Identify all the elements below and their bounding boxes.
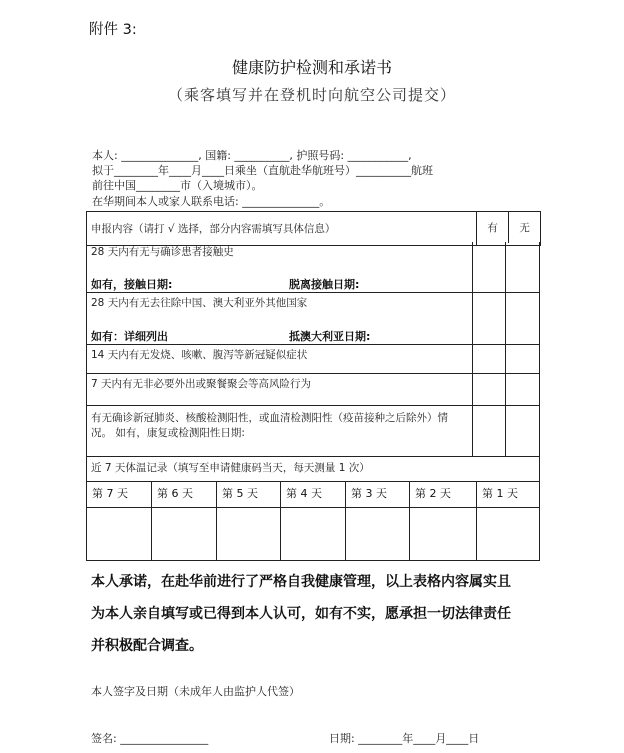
header-content: 申报内容（请打 √ 选择，部分内容需填写具体信息） — [87, 212, 477, 246]
checkbox-no[interactable] — [506, 374, 539, 405]
info-line-flight: 拟于________年____月____日乘坐（直航赴华航班号）__________航班 — [92, 164, 433, 177]
checkbox-yes[interactable] — [473, 374, 506, 405]
day-5-temp-cell[interactable] — [217, 508, 281, 560]
day-4-temp-cell[interactable] — [281, 508, 346, 560]
declaration-rows — [86, 242, 540, 561]
contact-date-label: 如有，接触日期: — [91, 278, 173, 291]
header-yes-no — [477, 212, 541, 246]
declaration-row-diagnosis — [86, 406, 540, 457]
checkbox-yes[interactable] — [473, 406, 506, 456]
checkbox-no[interactable] — [506, 293, 539, 344]
travel-detail-label: 如有：详细列出 — [91, 330, 168, 343]
signature-date-field[interactable]: 日期: ________年____月____日 — [329, 732, 480, 745]
day-1-label: 第 1 天 — [482, 487, 518, 500]
pledge-line-2: 为本人亲自填写或已得到本人认可，如有不实，愿承担一切法律责任 — [91, 606, 511, 622]
row-text: 14 天内有无发烧、咳嗽、腹泻等新冠疑似症状 — [91, 349, 308, 361]
declaration-row-contact — [86, 242, 540, 293]
document-subtitle: （乘客填写并在登机时向航空公司提交） — [167, 86, 456, 104]
day-2-label: 第 2 天 — [410, 482, 477, 507]
document-title: 健康防护检测和承诺书 — [231, 58, 392, 77]
declaration-row-travel — [86, 293, 540, 345]
header-no: 无 — [519, 222, 530, 234]
day-7-label: 第 7 天 — [87, 482, 152, 507]
info-line-phone: 在华期间本人或家人联系电话: ______________。 — [92, 195, 331, 208]
info-line-name: 本人: ______________, 国籍: __________, 护照号码: ___________, — [92, 149, 412, 162]
day-7-temp-cell[interactable] — [87, 508, 152, 560]
attachment-label: 附件 3: — [89, 22, 137, 38]
checkbox-no[interactable] — [506, 406, 539, 456]
row-text: 有无确诊新冠肺炎、核酸检测阳性，或血清检测阳性（疫苗接种之后除外）情况。 如有，康复或检测阳性日期: — [91, 412, 448, 439]
day-6-label: 第 6 天 — [152, 482, 217, 507]
day-5-label: 第 5 天 — [217, 482, 281, 507]
signature-name-field[interactable]: 签名: ________________ — [91, 732, 209, 745]
day-4-label: 第 4 天 — [281, 482, 346, 507]
table-header-row — [87, 212, 541, 246]
health-declaration-table — [86, 211, 541, 246]
header-yes: 有 — [477, 212, 509, 243]
declaration-row-risk — [86, 374, 540, 406]
arrival-date-label: 抵澳大利亚日期: — [289, 330, 371, 343]
day-6-temp-cell[interactable] — [152, 508, 217, 560]
row-text: 28 天内有无去往除中国、澳大利亚外其他国家 — [91, 297, 308, 309]
day-3-label: 第 3 天 — [346, 482, 410, 507]
temperature-header: 近 7 天体温记录（填写至申请健康码当天，每天测量 1 次） — [91, 462, 370, 474]
day-1-temp-cell[interactable] — [477, 508, 539, 560]
checkbox-yes[interactable] — [473, 242, 506, 292]
info-line-city: 前往中国________市（入境城市）。 — [92, 179, 263, 192]
signature-label: 本人签字及日期（未成年人由监护人代签） — [91, 685, 300, 698]
checkbox-yes[interactable] — [473, 293, 506, 344]
checkbox-no[interactable] — [506, 242, 539, 292]
temperature-header-row — [86, 457, 540, 482]
pledge-line-3: 并积极配合调查。 — [91, 638, 203, 654]
day-3-temp-cell[interactable] — [346, 508, 410, 560]
contact-end-date-label: 脱离接触日期: — [289, 278, 360, 291]
row-text: 28 天内有无与确诊患者接触史 — [91, 246, 234, 258]
day-2-temp-cell[interactable] — [410, 508, 477, 560]
checkbox-no[interactable] — [506, 345, 539, 373]
temperature-days-row — [86, 482, 540, 508]
temperature-values-row — [86, 508, 540, 561]
pledge-line-1: 本人承诺，在赴华前进行了严格自我健康管理，以上表格内容属实且 — [91, 574, 511, 590]
row-text: 7 天内有无非必要外出或聚餐聚会等高风险行为 — [91, 378, 312, 390]
checkbox-yes[interactable] — [473, 345, 506, 373]
declaration-row-symptoms — [86, 345, 540, 374]
